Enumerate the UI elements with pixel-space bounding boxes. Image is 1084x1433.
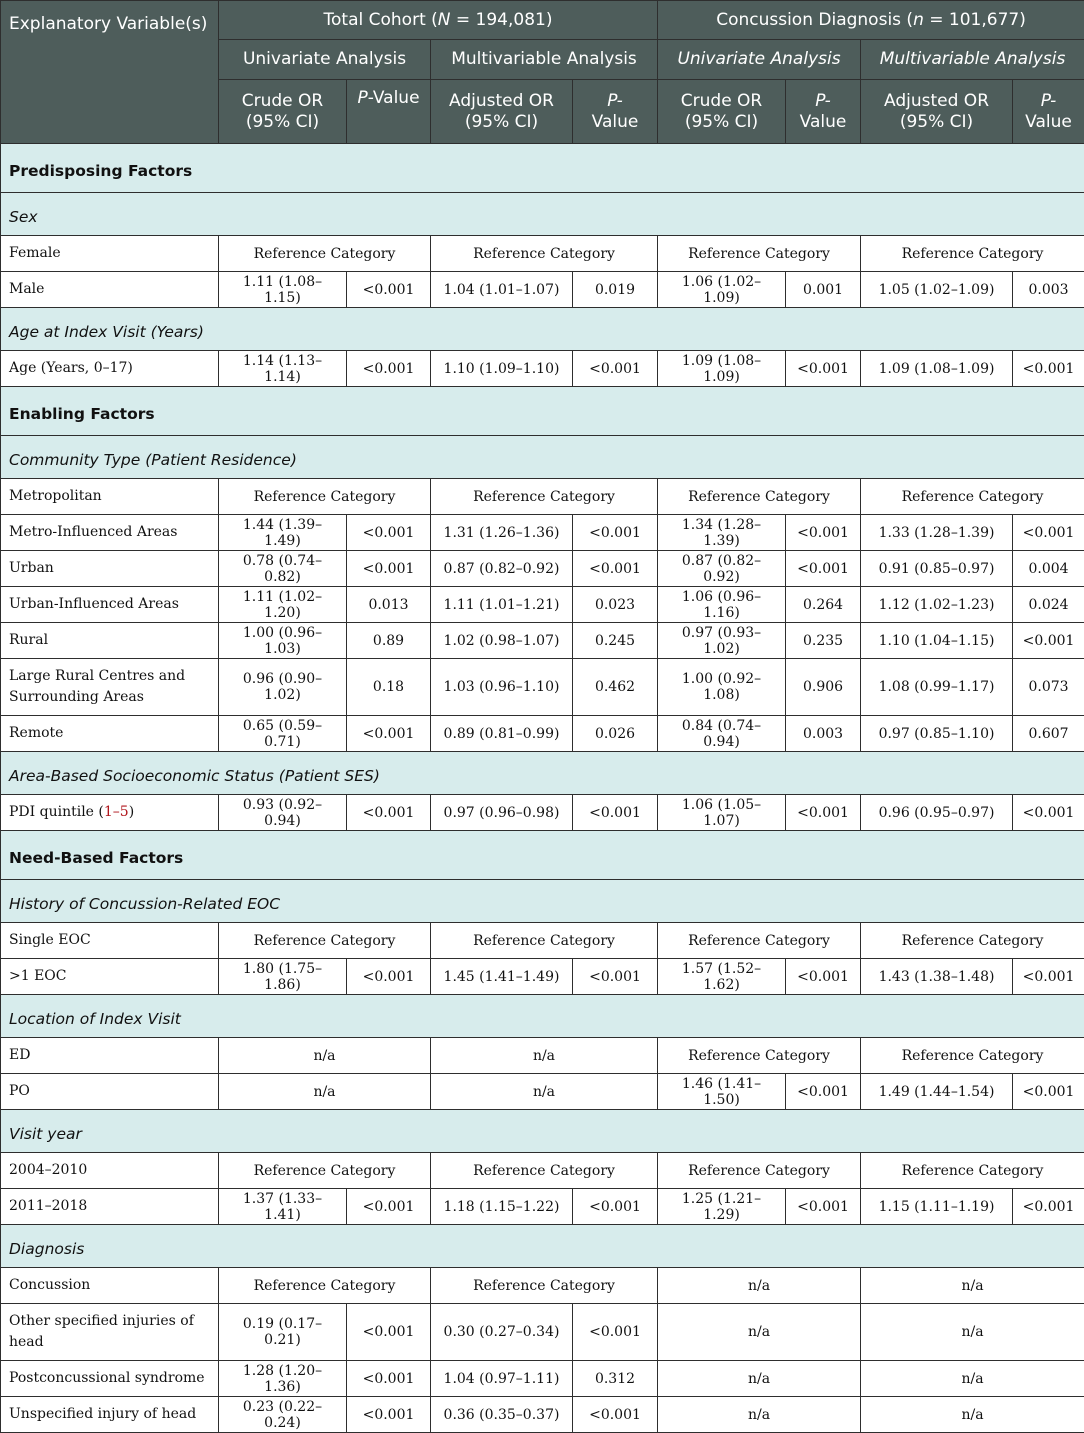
- p-value: 0.003: [1013, 272, 1084, 308]
- p-value: <0.001: [786, 1074, 861, 1110]
- variable-subheading: Community Type (Patient Residence): [1, 436, 1084, 479]
- variable-subheading: Diagnosis: [1, 1225, 1084, 1268]
- or-value: 1.08 (0.99–1.17): [861, 659, 1013, 716]
- p-value: <0.001: [573, 551, 658, 587]
- or-value: 1.06 (0.96–1.16): [658, 587, 786, 623]
- na-cell: n/a: [861, 1397, 1084, 1433]
- row-label: [1, 659, 219, 716]
- table-row: [1, 659, 1084, 716]
- row-label: Female: [1, 236, 219, 272]
- p-value: <0.001: [573, 1304, 658, 1361]
- reference-category-cell: Reference Category: [431, 1153, 658, 1189]
- or-value: 0.30 (0.27–0.34): [431, 1304, 573, 1361]
- p-value: <0.001: [1013, 351, 1084, 387]
- or-value: 1.25 (1.21–1.29): [658, 1189, 786, 1225]
- p-value: <0.001: [573, 515, 658, 551]
- analysis-header: Univariate Analysis: [219, 40, 431, 80]
- analysis-header: Univariate Analysis: [658, 40, 861, 80]
- row-label: Metro-Influenced Areas: [1, 515, 219, 551]
- table-row: [1, 1268, 1084, 1304]
- table-row: [1, 1153, 1084, 1189]
- p-value: <0.001: [573, 795, 658, 831]
- p-value: 0.026: [573, 716, 658, 752]
- or-value: 0.97 (0.93–1.02): [658, 623, 786, 659]
- p-value: 0.013: [347, 587, 431, 623]
- or-value: 1.03 (0.96–1.10): [431, 659, 573, 716]
- p-value: <0.001: [786, 1189, 861, 1225]
- or-value: 0.36 (0.35–0.37): [431, 1397, 573, 1433]
- reference-category-cell: Reference Category: [431, 479, 658, 515]
- table-row: [1, 923, 1084, 959]
- variable-subheading-row: [1, 193, 1084, 236]
- or-value: 0.97 (0.85–1.10): [861, 716, 1013, 752]
- na-cell: n/a: [658, 1304, 861, 1361]
- table-row: [1, 1074, 1084, 1110]
- reference-link[interactable]: 1–5: [104, 804, 129, 820]
- row-label-part: PDI quintile (: [9, 804, 104, 820]
- p-value: <0.001: [347, 959, 431, 995]
- p-value: 0.023: [573, 587, 658, 623]
- row-label: Single EOC: [1, 923, 219, 959]
- table-body: [1, 144, 1084, 1433]
- p-value: <0.001: [347, 551, 431, 587]
- table-row: [1, 959, 1084, 995]
- row-label-line: Surrounding Areas: [9, 689, 144, 705]
- or-value: 1.12 (1.02–1.23): [861, 587, 1013, 623]
- or-value: 0.65 (0.59–0.71): [219, 716, 347, 752]
- adjusted-or-header: Adjusted OR (95% CI): [431, 80, 573, 144]
- reference-category-cell: Reference Category: [219, 1153, 431, 1189]
- or-value: 1.04 (0.97–1.11): [431, 1361, 573, 1397]
- or-value: 1.02 (0.98–1.07): [431, 623, 573, 659]
- or-value: 1.31 (1.26–1.36): [431, 515, 573, 551]
- row-label: Male: [1, 272, 219, 308]
- row-label: Metropolitan: [1, 479, 219, 515]
- or-value: 1.10 (1.09–1.10): [431, 351, 573, 387]
- p-value-header: P- Value: [573, 80, 658, 144]
- na-cell: n/a: [219, 1074, 431, 1110]
- table-row: [1, 716, 1084, 752]
- p-value: <0.001: [347, 272, 431, 308]
- or-value: 1.09 (1.08–1.09): [658, 351, 786, 387]
- or-value: 1.15 (1.11–1.19): [861, 1189, 1013, 1225]
- na-cell: n/a: [861, 1304, 1084, 1361]
- or-value: 1.44 (1.39–1.49): [219, 515, 347, 551]
- or-value: 0.87 (0.82–0.92): [658, 551, 786, 587]
- p-value: <0.001: [347, 1304, 431, 1361]
- row-label: ED: [1, 1038, 219, 1074]
- p-value: <0.001: [347, 1361, 431, 1397]
- or-value: 1.11 (1.01–1.21): [431, 587, 573, 623]
- reference-category-cell: Reference Category: [658, 479, 861, 515]
- or-value: 1.33 (1.28–1.39): [861, 515, 1013, 551]
- or-value: 1.11 (1.02–1.20): [219, 587, 347, 623]
- or-value: 0.87 (0.82–0.92): [431, 551, 573, 587]
- p-value: <0.001: [786, 515, 861, 551]
- p-value: <0.001: [1013, 623, 1084, 659]
- na-cell: n/a: [861, 1361, 1084, 1397]
- p-value: <0.001: [786, 795, 861, 831]
- table-row: [1, 623, 1084, 659]
- reference-category-cell: Reference Category: [219, 923, 431, 959]
- row-label: Urban: [1, 551, 219, 587]
- analysis-header: Multivariable Analysis: [431, 40, 658, 80]
- reference-category-cell: Reference Category: [861, 1038, 1084, 1074]
- reference-category-cell: n/a: [431, 1038, 658, 1074]
- p-value: 0.019: [573, 272, 658, 308]
- p-value: 0.024: [1013, 587, 1084, 623]
- variable-subheading: Visit year: [1, 1110, 1084, 1153]
- reference-category-cell: Reference Category: [861, 1153, 1084, 1189]
- or-value: 1.46 (1.41–1.50): [658, 1074, 786, 1110]
- variable-subheading: Location of Index Visit: [1, 995, 1084, 1038]
- row-label: Remote: [1, 716, 219, 752]
- table-row: [1, 551, 1084, 587]
- na-cell: n/a: [658, 1397, 861, 1433]
- p-value-header: P- Value: [786, 80, 861, 144]
- p-value: <0.001: [347, 795, 431, 831]
- or-value: 0.89 (0.81–0.99): [431, 716, 573, 752]
- row-label-part: ): [129, 804, 134, 820]
- p-value: 0.312: [573, 1361, 658, 1397]
- or-value: 1.14 (1.13–1.14): [219, 351, 347, 387]
- p-value-header: P- Value: [1013, 80, 1084, 144]
- variable-subheading-row: [1, 1225, 1084, 1268]
- variable-subheading-row: [1, 752, 1084, 795]
- factor-row: [1, 144, 1084, 193]
- p-value: <0.001: [573, 1397, 658, 1433]
- row-label: [1, 795, 219, 831]
- table-row: [1, 1397, 1084, 1433]
- explanatory-variable-header: Explanatory Variable(s): [1, 1, 219, 144]
- p-value: <0.001: [347, 1397, 431, 1433]
- table-row: [1, 272, 1084, 308]
- or-value: 0.84 (0.74–0.94): [658, 716, 786, 752]
- reference-category-cell: n/a: [219, 1038, 431, 1074]
- adjusted-or-header: Adjusted OR (95% CI): [861, 80, 1013, 144]
- p-value: <0.001: [1013, 959, 1084, 995]
- or-value: 1.11 (1.08–1.15): [219, 272, 347, 308]
- total-cohort-header: Total Cohort (N = 194,081): [219, 1, 658, 40]
- variable-subheading: Age at Index Visit (Years): [1, 308, 1084, 351]
- reference-category-cell: n/a: [861, 1268, 1084, 1304]
- or-value: 1.34 (1.28–1.39): [658, 515, 786, 551]
- reference-category-cell: Reference Category: [431, 1268, 658, 1304]
- variable-subheading: Sex: [1, 193, 1084, 236]
- row-label: Urban-Influenced Areas: [1, 587, 219, 623]
- table-row: [1, 236, 1084, 272]
- or-value: 1.49 (1.44–1.54): [861, 1074, 1013, 1110]
- reference-category-cell: n/a: [658, 1268, 861, 1304]
- table-row: [1, 479, 1084, 515]
- variable-subheading: History of Concussion-Related EOC: [1, 880, 1084, 923]
- p-value: <0.001: [1013, 515, 1084, 551]
- variable-subheading: Area-Based Socioeconomic Status (Patient SES): [1, 752, 1084, 795]
- table-row: [1, 1038, 1084, 1074]
- or-value: 1.57 (1.52–1.62): [658, 959, 786, 995]
- p-value: <0.001: [573, 959, 658, 995]
- reference-category-cell: Reference Category: [861, 236, 1084, 272]
- reference-category-cell: Reference Category: [219, 236, 431, 272]
- or-value: 1.05 (1.02–1.09): [861, 272, 1013, 308]
- p-value: <0.001: [1013, 795, 1084, 831]
- table-row: [1, 1304, 1084, 1361]
- or-value: 1.00 (0.92–1.08): [658, 659, 786, 716]
- or-value: 0.78 (0.74–0.82): [219, 551, 347, 587]
- or-value: 1.18 (1.15–1.22): [431, 1189, 573, 1225]
- table-row: [1, 515, 1084, 551]
- or-value: 0.96 (0.95–0.97): [861, 795, 1013, 831]
- crude-or-header: Crude OR (95% CI): [219, 80, 347, 144]
- p-value-header: P-Value: [347, 80, 431, 144]
- reference-category-cell: Reference Category: [219, 1268, 431, 1304]
- p-value: <0.001: [786, 551, 861, 587]
- factor-heading: Enabling Factors: [1, 387, 1084, 436]
- row-label-line: head: [9, 1334, 44, 1350]
- reference-category-cell: Reference Category: [861, 923, 1084, 959]
- p-value: <0.001: [573, 351, 658, 387]
- reference-category-cell: Reference Category: [431, 236, 658, 272]
- row-label: Unspecified injury of head: [1, 1397, 219, 1433]
- row-label: Age (Years, 0–17): [1, 351, 219, 387]
- or-value: 0.19 (0.17–0.21): [219, 1304, 347, 1361]
- variable-subheading-row: [1, 308, 1084, 351]
- p-value: 0.245: [573, 623, 658, 659]
- row-label: Postconcussional syndrome: [1, 1361, 219, 1397]
- variable-subheading-row: [1, 995, 1084, 1038]
- p-value: 0.462: [573, 659, 658, 716]
- p-value: 0.073: [1013, 659, 1084, 716]
- factor-row: [1, 387, 1084, 436]
- or-value: 1.00 (0.96–1.03): [219, 623, 347, 659]
- row-label-line: Large Rural Centres and: [9, 668, 185, 684]
- p-value: <0.001: [1013, 1189, 1084, 1225]
- p-value: 0.003: [786, 716, 861, 752]
- p-value: 0.18: [347, 659, 431, 716]
- or-value: 1.80 (1.75–1.86): [219, 959, 347, 995]
- row-label: >1 EOC: [1, 959, 219, 995]
- row-label: 2011–2018: [1, 1189, 219, 1225]
- table-row: [1, 351, 1084, 387]
- p-value: <0.001: [573, 1189, 658, 1225]
- p-value: 0.001: [786, 272, 861, 308]
- or-value: 0.23 (0.22–0.24): [219, 1397, 347, 1433]
- factor-heading: Predisposing Factors: [1, 144, 1084, 193]
- p-value: <0.001: [786, 959, 861, 995]
- or-value: 1.10 (1.04–1.15): [861, 623, 1013, 659]
- variable-subheading-row: [1, 436, 1084, 479]
- p-value: 0.004: [1013, 551, 1084, 587]
- crude-or-header: Crude OR (95% CI): [658, 80, 786, 144]
- or-value: 1.06 (1.02–1.09): [658, 272, 786, 308]
- p-value: <0.001: [1013, 1074, 1084, 1110]
- reference-category-cell: Reference Category: [861, 479, 1084, 515]
- or-value: 1.37 (1.33–1.41): [219, 1189, 347, 1225]
- or-value: 1.28 (1.20–1.36): [219, 1361, 347, 1397]
- or-value: 0.96 (0.90–1.02): [219, 659, 347, 716]
- reference-category-cell: Reference Category: [431, 923, 658, 959]
- p-value: <0.001: [347, 515, 431, 551]
- or-value: 0.91 (0.85–0.97): [861, 551, 1013, 587]
- p-value: 0.264: [786, 587, 861, 623]
- or-value: 1.04 (1.01–1.07): [431, 272, 573, 308]
- row-label: 2004–2010: [1, 1153, 219, 1189]
- or-value: 0.93 (0.92–0.94): [219, 795, 347, 831]
- row-label: Rural: [1, 623, 219, 659]
- table-header: [1, 1, 1084, 144]
- or-value: 1.09 (1.08–1.09): [861, 351, 1013, 387]
- p-value: <0.001: [347, 1189, 431, 1225]
- reference-category-cell: Reference Category: [219, 479, 431, 515]
- factor-heading: Need-Based Factors: [1, 831, 1084, 880]
- table-row: [1, 587, 1084, 623]
- or-value: 1.43 (1.38–1.48): [861, 959, 1013, 995]
- p-value: 0.607: [1013, 716, 1084, 752]
- reference-category-cell: Reference Category: [658, 1153, 861, 1189]
- p-value: <0.001: [786, 351, 861, 387]
- reference-category-cell: Reference Category: [658, 236, 861, 272]
- na-cell: n/a: [658, 1361, 861, 1397]
- p-value: 0.89: [347, 623, 431, 659]
- variable-subheading-row: [1, 1110, 1084, 1153]
- or-value: 1.06 (1.05–1.07): [658, 795, 786, 831]
- analysis-header: Multivariable Analysis: [861, 40, 1084, 80]
- factor-row: [1, 831, 1084, 880]
- reference-category-cell: Reference Category: [658, 923, 861, 959]
- or-value: 1.45 (1.41–1.49): [431, 959, 573, 995]
- row-label: [1, 1304, 219, 1361]
- table-row: [1, 1189, 1084, 1225]
- variable-subheading-row: [1, 880, 1084, 923]
- na-cell: n/a: [431, 1074, 658, 1110]
- row-label: Concussion: [1, 1268, 219, 1304]
- table-row: [1, 795, 1084, 831]
- p-value: 0.906: [786, 659, 861, 716]
- row-label-line: Other specified injuries of: [9, 1313, 194, 1329]
- row-label: PO: [1, 1074, 219, 1110]
- reference-category-cell: Reference Category: [658, 1038, 861, 1074]
- concussion-diagnosis-header: Concussion Diagnosis (n = 101,677): [658, 1, 1084, 40]
- p-value: 0.235: [786, 623, 861, 659]
- or-value: 0.97 (0.96–0.98): [431, 795, 573, 831]
- table-row: [1, 1361, 1084, 1397]
- p-value: <0.001: [347, 351, 431, 387]
- p-value: <0.001: [347, 716, 431, 752]
